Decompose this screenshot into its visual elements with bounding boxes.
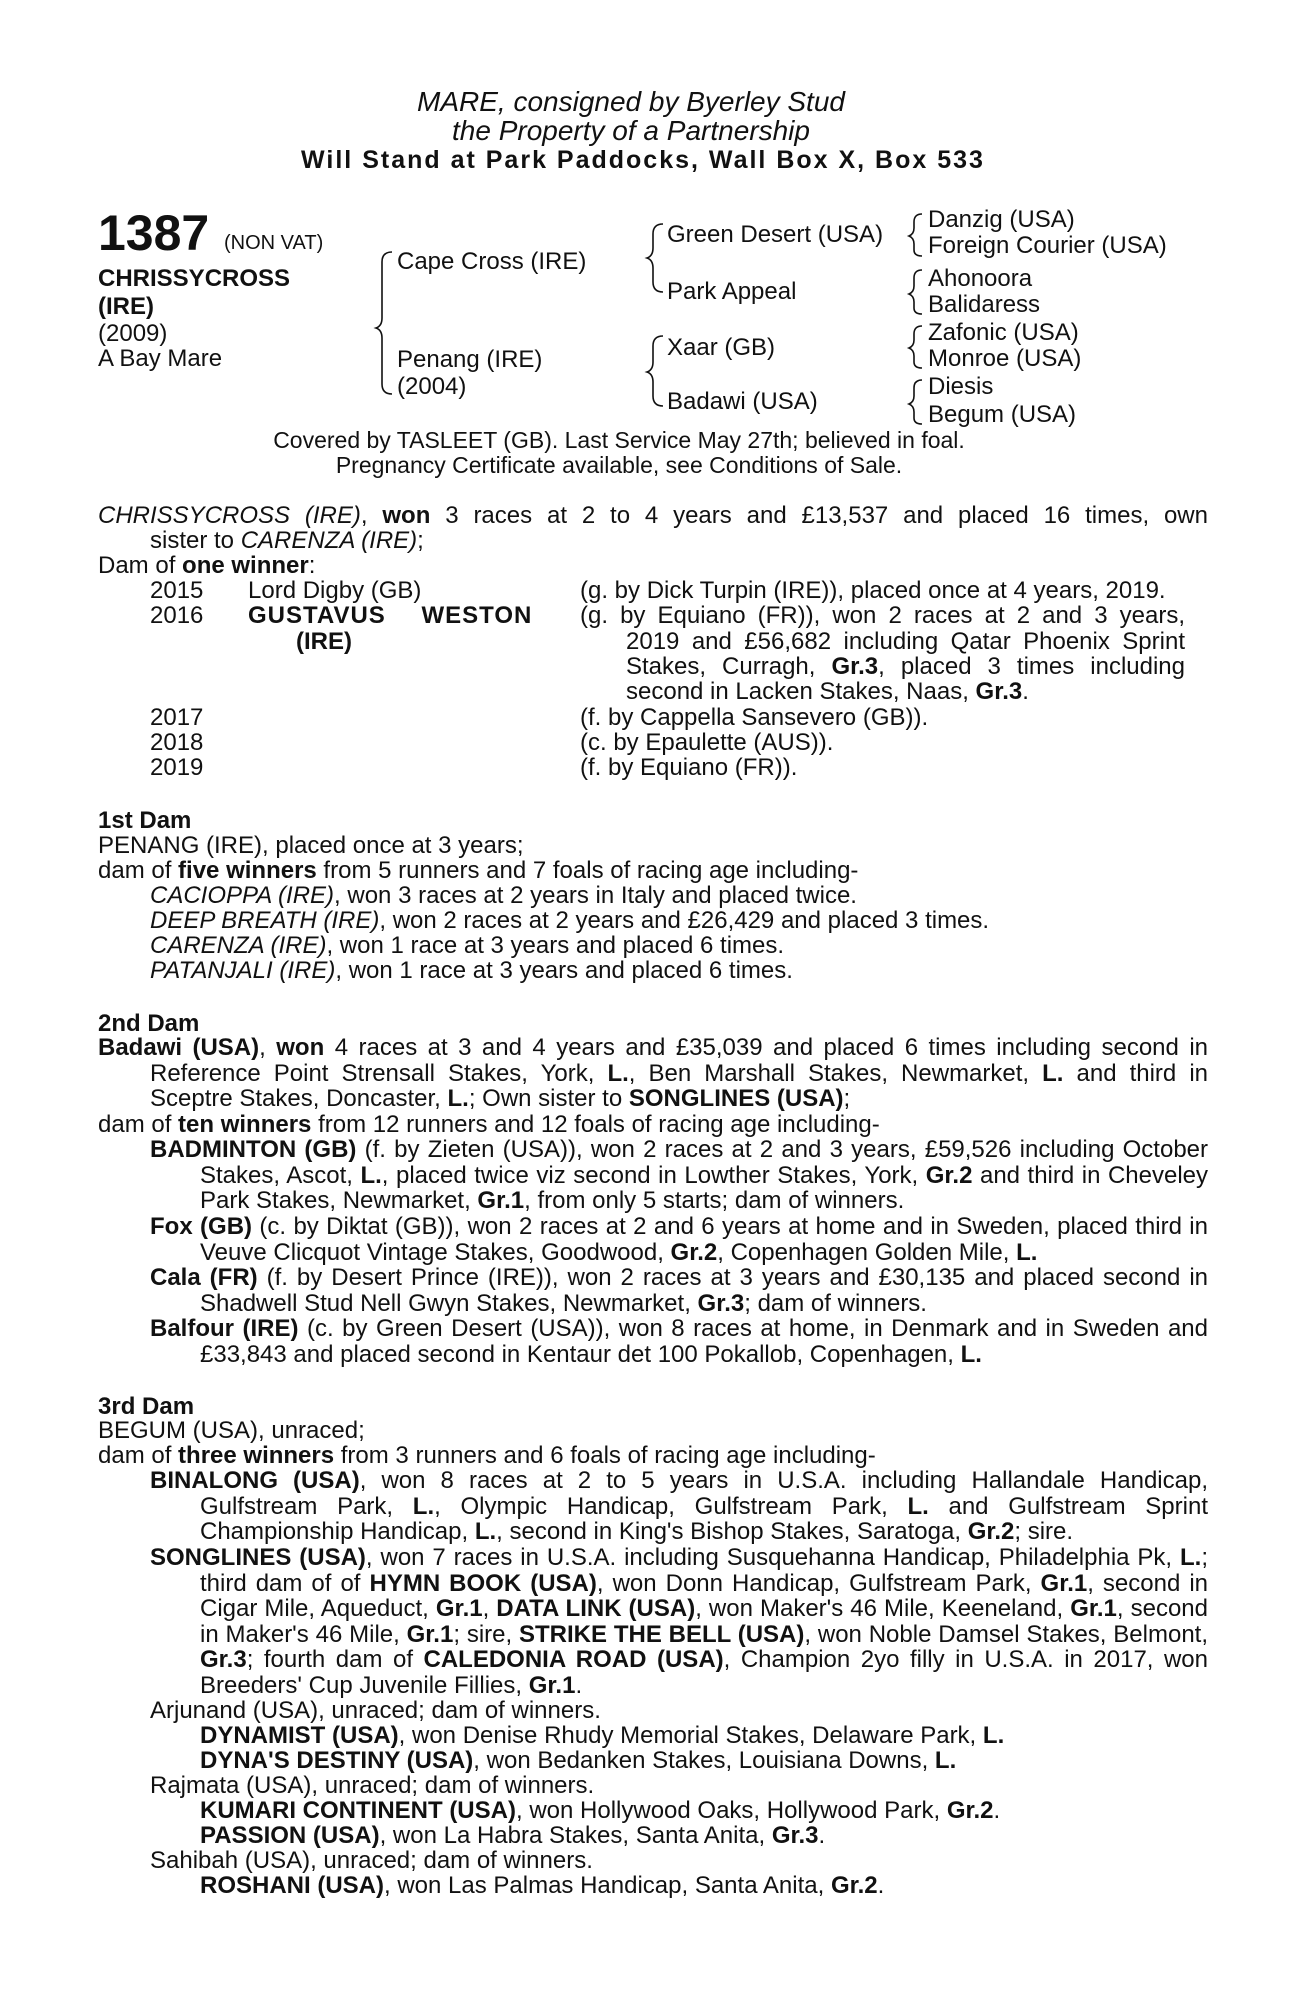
pedigree-g1: Danzig (USA) — [928, 206, 1075, 233]
produce-year: 2018 — [150, 729, 204, 756]
pedigree-dam-sire: Xaar (GB) — [667, 334, 776, 361]
produce-name-suffix: (IRE) — [296, 628, 352, 655]
second-dam-record: Badawi (USA), won 4 races at 3 and 4 years and £35,039 and placed 6 times including second in Reference Point Strensall Stakes, York, L., Ben Marshall Stakes, Newmarket, L. and third in Sceptre Stakes, Doncaster, L.; Own sister to SONGLINES (USA); — [98, 1034, 1208, 1112]
produce-year: 2017 — [150, 704, 204, 731]
pedigree-dam-year: (2004) — [397, 373, 467, 400]
third-dam-winner-dynas-destiny: DYNA'S DESTINY (USA), won Bedanken Stakes, Louisiana Downs, L. — [200, 1747, 957, 1774]
header-property: the Property of a Partnership — [452, 115, 810, 146]
pedigree-brackets — [0, 0, 1314, 440]
lot-number: 1387 — [98, 205, 210, 261]
pedigree-g2: Foreign Courier (USA) — [928, 232, 1167, 259]
first-dam-line: PENANG (IRE), placed once at 3 years; — [98, 832, 524, 859]
horse-year: (2009) — [98, 320, 168, 347]
third-dam-winner-binalong: BINALONG (USA), won 8 races at 2 to 5 years in U.S.A. including Hallandale Handicap, Gulfstream Park, L., Olympic Handicap, Gulfstream Park, L. and Gulfstream Sprint Championship Handicap, L., second in King's Bishop Stakes, Saratoga, Gr.2; sire. — [150, 1467, 1208, 1545]
pedigree-g4: Balidaress — [928, 291, 1041, 318]
first-dam-winner: PATANJALI (IRE), won 1 race at 3 years and placed 6 times. — [150, 957, 793, 984]
pedigree-g3: Ahonoora — [928, 265, 1033, 292]
produce-name: Lord Digby (GB) — [248, 577, 422, 604]
third-dam-daughter-rajmata: Rajmata (USA), unraced; dam of winners. — [150, 1772, 595, 1799]
first-dam-winner: CARENZA (IRE), won 1 race at 3 years and placed 6 times. — [150, 932, 785, 959]
header-consignor: MARE, consigned by Byerley Stud — [417, 86, 845, 117]
horse-description: A Bay Mare — [98, 345, 223, 372]
third-dam-winner-dynamist: DYNAMIST (USA), won Denise Rhudy Memorial Stakes, Delaware Park, L. — [200, 1722, 1005, 1749]
record-line1: CHRISSYCROSS (IRE), won 3 races at 2 to 4 years and £13,537 and placed 16 times, own — [98, 502, 1208, 529]
pedigree-sire-sire: Green Desert (USA) — [667, 221, 884, 248]
first-dam-winner: DEEP BREATH (IRE), won 2 races at 2 years and £26,429 and placed 3 times. — [150, 907, 990, 934]
produce-year: 2019 — [150, 754, 204, 781]
covered-line: Covered by TASLEET (GB). Last Service May 27th; believed in foal. — [273, 427, 965, 453]
produce-detail-4: second in Lacken Stakes, Naas, Gr.3. — [626, 678, 1029, 705]
third-dam-daughter-sahibah: Sahibah (USA), unraced; dam of winners. — [150, 1847, 593, 1874]
third-dam-heading: 3rd Dam — [98, 1393, 195, 1420]
second-dam-winner-cala: Cala (FR) (f. by Desert Prince (IRE)), won 2 races at 3 years and £30,135 and placed second in Shadwell Stud Nell Gwyn Stakes, Newmarket, Gr.3; dam of winners. — [150, 1264, 1208, 1317]
second-dam-produce-summary: dam of ten winners from 12 runners and 12 foals of racing age including- — [98, 1111, 880, 1138]
pedigree-sire: Cape Cross (IRE) — [397, 248, 587, 275]
produce-detail-3: Stakes, Curragh, Gr.3, placed 3 times including — [626, 653, 1185, 680]
dam-of-line: Dam of one winner: — [98, 552, 316, 579]
first-dam-heading: 1st Dam — [98, 807, 192, 834]
produce-detail: (c. by Epaulette (AUS)). — [580, 729, 834, 756]
third-dam-winner-roshani: ROSHANI (USA), won Las Palmas Handicap, Santa Anita, Gr.2. — [200, 1872, 885, 1899]
third-dam-winner-passion: PASSION (USA), won La Habra Stakes, Santa Anita, Gr.3. — [200, 1822, 826, 1849]
second-dam-winner-balfour: Balfour (IRE) (c. by Green Desert (USA)), won 8 races at home, in Denmark and in Sweden and £33,843 and placed second in Kentaur det 100 Pokallob, Copenhagen, L. — [150, 1315, 1208, 1368]
produce-detail: (g. by Equiano (FR)), won 2 races at 2 and 3 years, — [580, 602, 1185, 629]
third-dam-line: BEGUM (USA), unraced; — [98, 1417, 365, 1444]
pregnancy-line: Pregnancy Certificate available, see Conditions of Sale. — [335, 452, 903, 478]
produce-detail: (g. by Dick Turpin (IRE)), placed once at 4 years, 2019. — [580, 577, 1166, 604]
horse-name-line2: (IRE) — [98, 293, 154, 320]
pedigree-g8: Begum (USA) — [928, 401, 1077, 428]
third-dam-winner-songlines: SONGLINES (USA), won 7 races in U.S.A. including Susquehanna Handicap, Philadelphia Pk, L.; third dam of of HYMN BOOK (USA), won Donn Handicap, Gulfstream Park, Gr.1, second in Cigar Mile, Aqueduct, Gr.1, DATA LINK (USA), won Maker's 46 Mile, Keeneland, Gr.1, second in Maker's 46 Mile, Gr.1; sire, STRIKE THE BELL (USA), won Noble Damsel Stakes, Belmont, Gr.3; fourth dam of CALEDONIA ROAD (USA), Champion 2yo filly in U.S.A. in 2017, won Breeders' Cup Juvenile Fillies, Gr.1. — [150, 1544, 1209, 1699]
pedigree-g6: Monroe (USA) — [928, 345, 1082, 372]
second-dam-heading: 2nd Dam — [98, 1010, 200, 1037]
third-dam-produce-summary: dam of three winners from 3 runners and 6 foals of racing age including- — [98, 1442, 876, 1469]
lot-vat: (NON VAT) — [224, 232, 324, 254]
first-dam-winner: CACIOPPA (IRE), won 3 races at 2 years in Italy and placed twice. — [150, 882, 857, 909]
record-line2: sister to CARENZA (IRE); — [150, 527, 424, 554]
third-dam-winner-kumari: KUMARI CONTINENT (USA), won Hollywood Oaks, Hollywood Park, Gr.2. — [200, 1797, 1001, 1824]
second-dam-winner-badminton: BADMINTON (GB) (f. by Zieten (USA)), won 2 races at 2 and 3 years, £59,526 including October Stakes, Ascot, L., placed twice viz second in Lowther Stakes, York, Gr.2 and third in Cheveley Park Stakes, Newmarket, Gr.1, from only 5 starts; dam of winners. — [150, 1136, 1209, 1214]
produce-detail: (f. by Cappella Sansevero (GB)). — [580, 704, 929, 731]
first-dam-produce-summary: dam of five winners from 5 runners and 7 foals of racing age including- — [98, 857, 859, 884]
pedigree-dam-dam: Badawi (USA) — [667, 388, 818, 415]
second-dam-winner-fox: Fox (GB) (c. by Diktat (GB)), won 2 races at 2 and 6 years at home and in Sweden, placed third in Veuve Clicquot Vintage Stakes, Goodwood, Gr.2, Copenhagen Golden Mile, L. — [150, 1213, 1208, 1266]
produce-year: 2016 — [150, 602, 204, 629]
produce-name: GUSTAVUS WESTON — [248, 602, 533, 629]
pedigree-sire-dam: Park Appeal — [667, 278, 797, 305]
third-dam-daughter-arjunand: Arjunand (USA), unraced; dam of winners. — [150, 1697, 601, 1724]
pedigree-g7: Diesis — [928, 373, 994, 400]
produce-year: 2015 — [150, 577, 204, 604]
produce-detail: (f. by Equiano (FR)). — [580, 754, 798, 781]
pedigree-g5: Zafonic (USA) — [928, 319, 1079, 346]
header-stand: Will Stand at Park Paddocks, Wall Box X, Box 533 — [301, 146, 985, 174]
horse-name-line1: CHRISSYCROSS — [98, 265, 291, 292]
pedigree-dam: Penang (IRE) — [397, 346, 543, 373]
produce-detail-2: 2019 and £56,682 including Qatar Phoenix Sprint — [626, 628, 1185, 655]
